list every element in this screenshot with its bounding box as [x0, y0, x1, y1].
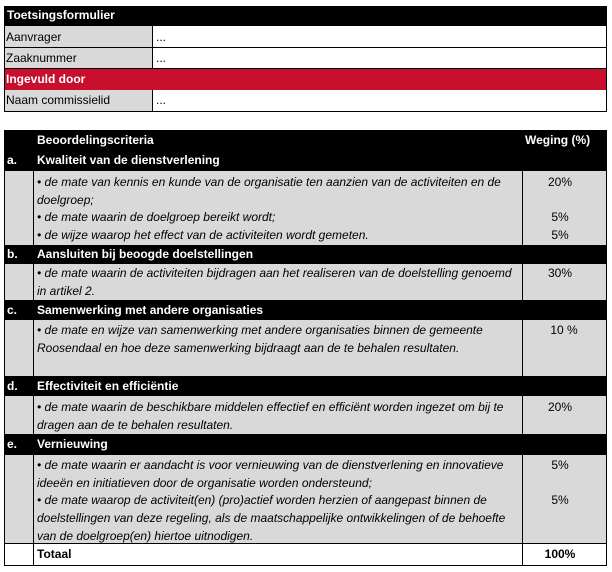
table-right-border	[606, 150, 607, 566]
section-e-letter: e.	[7, 437, 18, 451]
criterion-a3: • de wijze waarop het effect van de activiteiten wordt gemeten.	[37, 228, 369, 242]
weight-c1: 10 %	[550, 323, 578, 337]
section-b-title: Aansluiten bij beoogde doelstellingen	[37, 247, 254, 261]
weight-a1: 20%	[547, 175, 573, 189]
section-e-title: Vernieuwing	[37, 437, 108, 451]
criterion-a2: • de mate waarin de doelgroep bereikt wordt;	[37, 210, 276, 224]
aanvrager-value[interactable]: ...	[156, 30, 167, 44]
table-bottom-border	[4, 565, 607, 566]
weight-a3: 5%	[551, 228, 569, 242]
criterion-a1: • de mate van kennis en kunde van de organisatie ten aanzien van de activiteiten en de doelgroep;	[37, 175, 501, 207]
filled-by-bar	[4, 69, 607, 90]
table-col-divider-d	[33, 396, 34, 434]
table-hline-total	[4, 543, 607, 544]
criterion-e2: • de mate waarop de activiteit(en) (pro)actief worden herzien of aangepast binnen de doelstellingen van deze regeling, als de maatschappelijke ontwikkelingen of de behoefte van de doelgroep(en) hiertoe uitnodigen.	[37, 493, 506, 543]
weight-b1: 30%	[547, 266, 573, 280]
top-form-col-divider-2	[152, 90, 153, 112]
section-d-letter: d.	[7, 379, 18, 393]
section-c-title: Samenwerking met andere organisaties	[37, 303, 264, 317]
zaaknummer-label: Zaaknummer	[6, 51, 77, 65]
criterion-c1: • de mate en wijze van samenwerking met andere organisaties binnen de gemeente Roosendaal en hoe deze samenwerking bijdraagt aan de te behalen resultaten.	[37, 323, 483, 355]
weight-d1: 20%	[547, 400, 573, 414]
weight-col-divider-d	[522, 396, 523, 434]
table-left-border	[4, 150, 5, 566]
criterion-d1: • de mate waarin de beschikbare middelen effectief en efficiënt worden ingezet om bij te dragen aan de te behalen resultaten.	[37, 400, 504, 432]
section-a-title: Kwaliteit van de dienstverlening	[37, 153, 220, 167]
top-form-hline-2	[4, 68, 607, 69]
zaaknummer-value[interactable]: ...	[156, 51, 167, 65]
weight-e1: 5%	[551, 458, 569, 472]
top-form-right-border	[606, 26, 607, 112]
weight-col-divider-b	[522, 264, 523, 300]
committee-value[interactable]: ...	[156, 93, 167, 107]
weight-e2: 5%	[551, 493, 569, 507]
section-d-title: Effectiviteit en efficiëntie	[37, 379, 179, 393]
criterion-b1: • de mate waarin de activiteiten bijdragen aan het realiseren van de doelstelling genoemd in artikel 2.	[37, 266, 512, 298]
table-col-divider-c	[33, 320, 34, 376]
section-c-letter: c.	[7, 303, 18, 317]
top-form-hline-3	[4, 111, 607, 112]
total-label: Totaal	[37, 547, 72, 561]
total-row	[5, 544, 606, 565]
committee-label: Naam commissielid	[6, 93, 111, 107]
weight-col-divider-a	[522, 171, 523, 245]
top-form-hline-1	[4, 47, 607, 48]
weight-col-divider-c	[522, 320, 523, 376]
section-b-letter: b.	[7, 247, 18, 261]
form-title: Toetsingsformulier	[7, 8, 115, 22]
criterion-e1: • de mate waarin er aandacht is voor vernieuwing van de dienstverlening en innovatieve ideeën en initiatieven door de organisatie worden ondersteund;	[37, 458, 504, 490]
top-form-left-border	[4, 26, 5, 112]
table-col-divider-a	[33, 171, 34, 245]
criteria-header-label: Beoordelingscriteria	[37, 133, 154, 147]
weight-col-divider-e	[522, 455, 523, 566]
weight-header-label: Weging (%)	[525, 133, 591, 147]
weight-a2: 5%	[551, 210, 569, 224]
table-col-divider-e	[33, 455, 34, 566]
section-a-letter: a.	[7, 153, 18, 167]
table-col-divider-b	[33, 264, 34, 300]
aanvrager-label: Aanvrager	[6, 30, 62, 44]
filled-by-heading: Ingevuld door	[6, 72, 86, 86]
total-value: 100%	[544, 547, 576, 561]
